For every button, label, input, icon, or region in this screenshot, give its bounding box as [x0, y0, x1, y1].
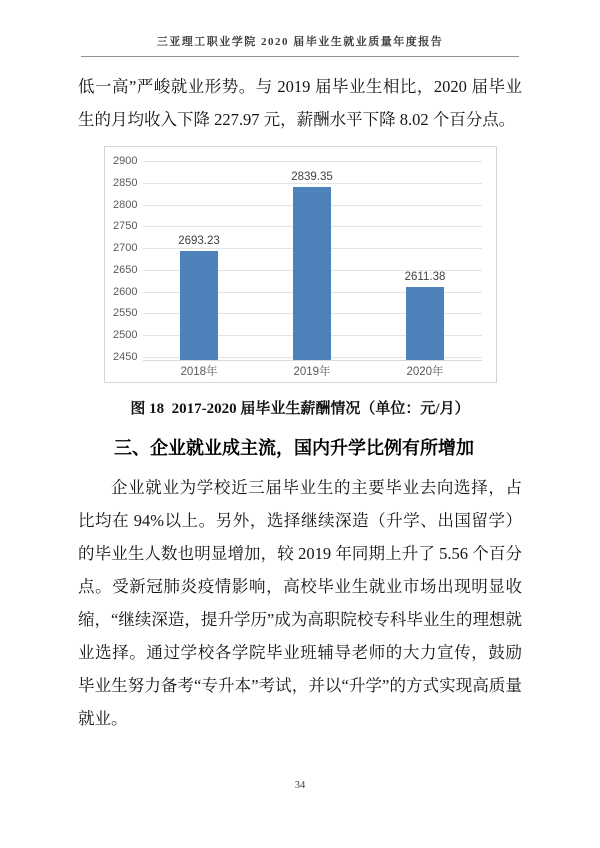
y-axis-tick-label: 2900: [113, 155, 138, 167]
section-heading: 三、企业就业成主流，国内升学比例有所增加: [114, 438, 474, 458]
bar-value-label: 2611.38: [404, 270, 446, 283]
x-category-label: 2018年: [180, 366, 218, 378]
page-number: 34: [294, 780, 306, 791]
y-axis-tick-label: 2500: [113, 329, 138, 342]
header-rule: [81, 56, 519, 57]
salary-bar-chart: [104, 146, 497, 383]
gridline: [143, 161, 482, 162]
bar: [293, 187, 331, 360]
y-axis-tick-label: 2750: [113, 220, 138, 233]
y-axis-tick-label: 2550: [113, 307, 138, 320]
bar-value-label: 2839.35: [291, 171, 333, 184]
intro-paragraph: 低一高”严峻就业形势。与 2019 届毕业生相比，2020 届毕业生的月均收入下降 227.97 元，薪酬水平下降 8.02 个百分点。: [78, 77, 522, 129]
bar-value-label: 2693.23: [178, 235, 220, 248]
figure-caption: 图 18 2017-2020 届毕业生薪酬情况（单位：元/月）: [130, 401, 470, 417]
y-axis-tick-label: 2700: [113, 242, 138, 255]
x-axis-line: [143, 360, 482, 361]
page-header-title: 三亚理工职业学院 2020 届毕业生就业质量年度报告: [156, 36, 444, 48]
section-body-paragraph: 企业就业为学校近三届毕业生的主要毕业去向选择，占比均在 94%以上。另外，选择继续深造（升学、出国留学）的毕业生人数也明显增加，较 2019 年同期上升了 5.56 个百分点。受新冠肺炎疫情影响，高校毕业生就业市场出现明显收缩，“继续深造，提升学历”成为高职院校专科毕业生的理想就业选择。通过学校各学院毕业班辅导老师的大力宣传，鼓励毕业生努力备考“专升本”考试，并以“升学”的方式实现高质量就业。: [78, 478, 522, 728]
y-axis-tick-label: 2600: [113, 285, 138, 298]
y-axis-tick-label: 2450: [113, 351, 138, 363]
bar: [406, 287, 444, 360]
x-category-label: 2019年: [293, 366, 331, 378]
y-axis-tick-label: 2850: [113, 176, 138, 189]
y-axis-tick-label: 2800: [113, 198, 138, 211]
y-axis-tick-label: 2650: [113, 263, 138, 276]
x-category-label: 2020年: [406, 366, 444, 378]
bar: [180, 251, 218, 360]
